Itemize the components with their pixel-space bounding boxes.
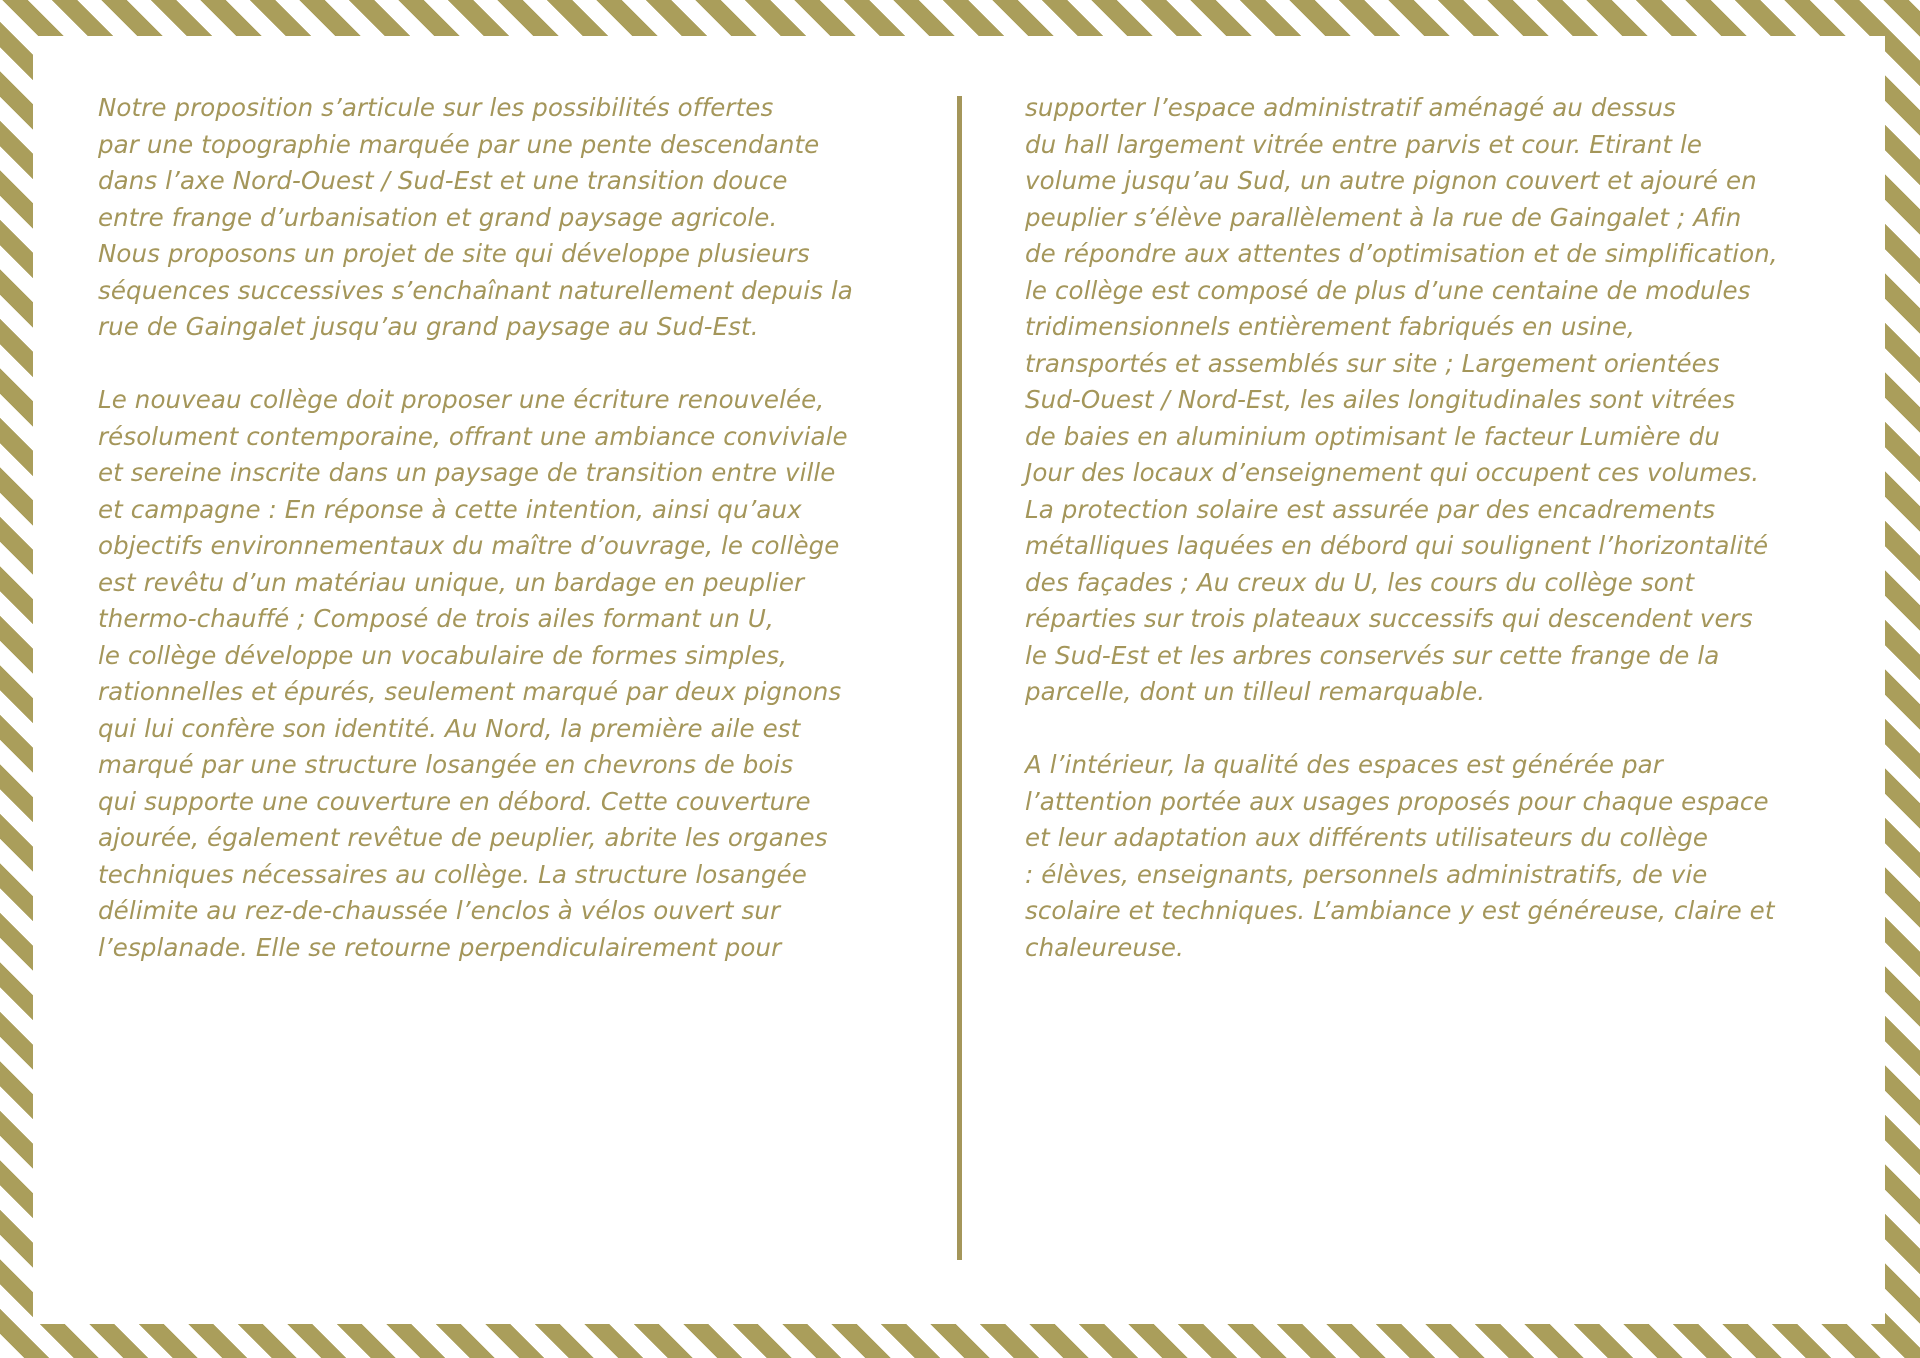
right-paragraph-1: supporter l’espace administratif aménagé au dessus du hall largement vitrée entre parvis et cour. Etirant le volume jusqu’au Sud, un autre pignon couvert et ajouré en peuplier s’élève parallèlement à la rue de Gaingalet ; Afin de répondre aux attentes d’optimisation et de simplification, le collège est composé de plus d’une centaine de modules tridimensionnels entièrement fabriqués en usine, transportés et assemblés sur site ; Largement orientées Sud-Ouest / Nord-Est, les ailes longitudinales sont vitrées de baies en aluminium optimisant le facteur Lumière du Jour des locaux d’enseignement qui occupent ces volumes. La protection solaire est assurée par des encadrements métalliques laquées en débord qui soulignent l’horizontalité des façades ; Au creux du U, les cours du collège sont réparties sur trois plateaux successifs qui descendent vers le Sud-Est et les arbres conservés sur cette frange de la parcelle, dont un tilleul remarquable. <box>1025 93 1778 706</box>
right-paragraph-2: A l’intérieur, la qualité des espaces est générée par l’attention portée aux usages proposés pour chaque espace et leur adaptation aux différents utilisateurs du collège : élèves, enseignants, personnels administratifs, de vie scolaire et techniques. L’ambiance y est généreuse, claire et chaleureuse. <box>1025 750 1775 962</box>
column-divider <box>957 96 962 1260</box>
page-content <box>33 36 1885 1324</box>
left-paragraph-1: Notre proposition s’articule sur les possibilités offertes par une topographie marquée par une pente descendante dans l’axe Nord-Ouest / Sud-Est et une transition douce entre frange d’urbanisation et grand paysage agricole. Nous proposons un projet de site qui développe plusieurs séquences successives s’enchaînant naturellement depuis la rue de Gaingalet jusqu’au grand paysage au Sud-Est. <box>98 93 853 341</box>
left-paragraph-2: Le nouveau collège doit proposer une écriture renouvelée, résolument contemporaine, offrant une ambiance conviviale et sereine inscrite dans un paysage de transition entre ville et campagne : En réponse à cette intention, ainsi qu’aux objectifs environnementaux du maître d’ouvrage, le collège est revêtu d’un matériau unique, un bardage en peuplier thermo-chauffé ; Composé de trois ailes formant un U, le collège développe un vocabulaire de formes simples, rationnelles et épurés, seulement marqué par deux pignons qui lui confère son identité. Au Nord, la première aile est marqué par une structure losangée en chevrons de bois qui supporte une couverture en débord. Cette couverture ajourée, également revêtue de peuplier, abrite les organes techniques nécessaires au collège. La structure losangée délimite au rez-de-chaussée l’enclos à vélos ouvert sur l’esplanade. Elle se retourne perpendiculairement pour <box>98 385 848 962</box>
left-text-column <box>98 90 908 1003</box>
right-text-column <box>1025 90 1835 1003</box>
